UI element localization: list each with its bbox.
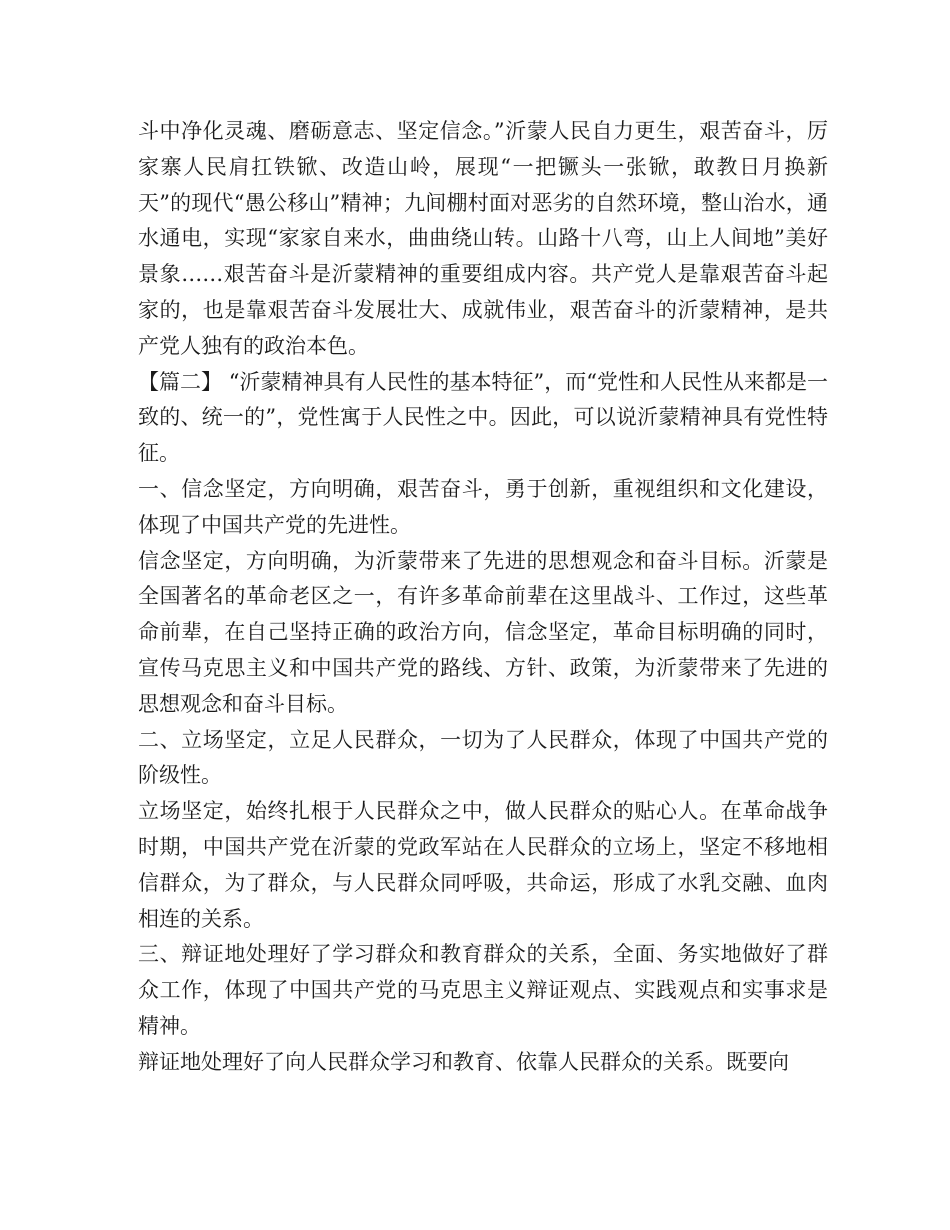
document-body bbox=[138, 114, 828, 1081]
section-heading-one: 一、信念坚定，方向明确，艰苦奋斗，勇于创新，重视组织和文化建设，体现了中国共产党的先进性。 bbox=[138, 476, 828, 537]
paragraph-part-two-intro: 【篇二】 “沂蒙精神具有人民性的基本特征”，而“党性和人民性从来都是一致的、统一的”，党性寓于人民性之中。因此，可以说沂蒙精神具有党性特征。 bbox=[138, 369, 828, 466]
paragraph-section-two: 立场坚定，始终扎根于人民群众之中，做人民群众的贴心人。在革命战争时期，中国共产党在沂蒙的党政军站在人民群众的立场上，坚定不移地相信群众，为了群众，与人民群众同呼吸，共命运，形成了水乳交融、血肉相连的关系。 bbox=[138, 799, 828, 931]
section-heading-three: 三、辩证地处理好了学习群众和教育群众的关系，全面、务实地做好了群众工作，体现了中国共产党的马克思主义辩证观点、实践观点和实事求是精神。 bbox=[138, 942, 828, 1038]
paragraph-section-one: 信念坚定，方向明确，为沂蒙带来了先进的思想观念和奋斗目标。沂蒙是全国著名的革命老区之一，有许多革命前辈在这里战斗、工作过，这些革命前辈，在自己坚持正确的政治方向，信念坚定，革命目标明确的同时，宣传马克思主义和中国共产党的路线、方针、政策，为沂蒙带来了先进的思想观念和奋斗目标。 bbox=[138, 548, 828, 716]
paragraph-section-three: 辩证地处理好了向人民群众学习和教育、依靠人民群众的关系。既要向 bbox=[138, 1049, 789, 1074]
section-heading-two: 二、立场坚定，立足人民群众，一切为了人民群众，体现了中国共产党的阶级性。 bbox=[138, 727, 828, 788]
paragraph-hardship-spirit: 斗中净化灵魂、磨砺意志、坚定信念。”沂蒙人民自力更生，艰苦奋斗，厉家寨人民肩扛铁锨、改造山岭，展现“一把镢头一张锨，敢教日月换新天”的现代“愚公移山”精神；九间棚村面对恶劣的自然环境，整山治水，通水通电，实现“家家自来水，曲曲绕山转。山路十八弯，山上人间地”美好景象……艰苦奋斗是沂蒙精神的重要组成内容。共产党人是靠艰苦奋斗起家的，也是靠艰苦奋斗发展壮大、成就伟业，艰苦奋斗的沂蒙精神，是共产党人独有的政治本色。 bbox=[138, 119, 828, 358]
